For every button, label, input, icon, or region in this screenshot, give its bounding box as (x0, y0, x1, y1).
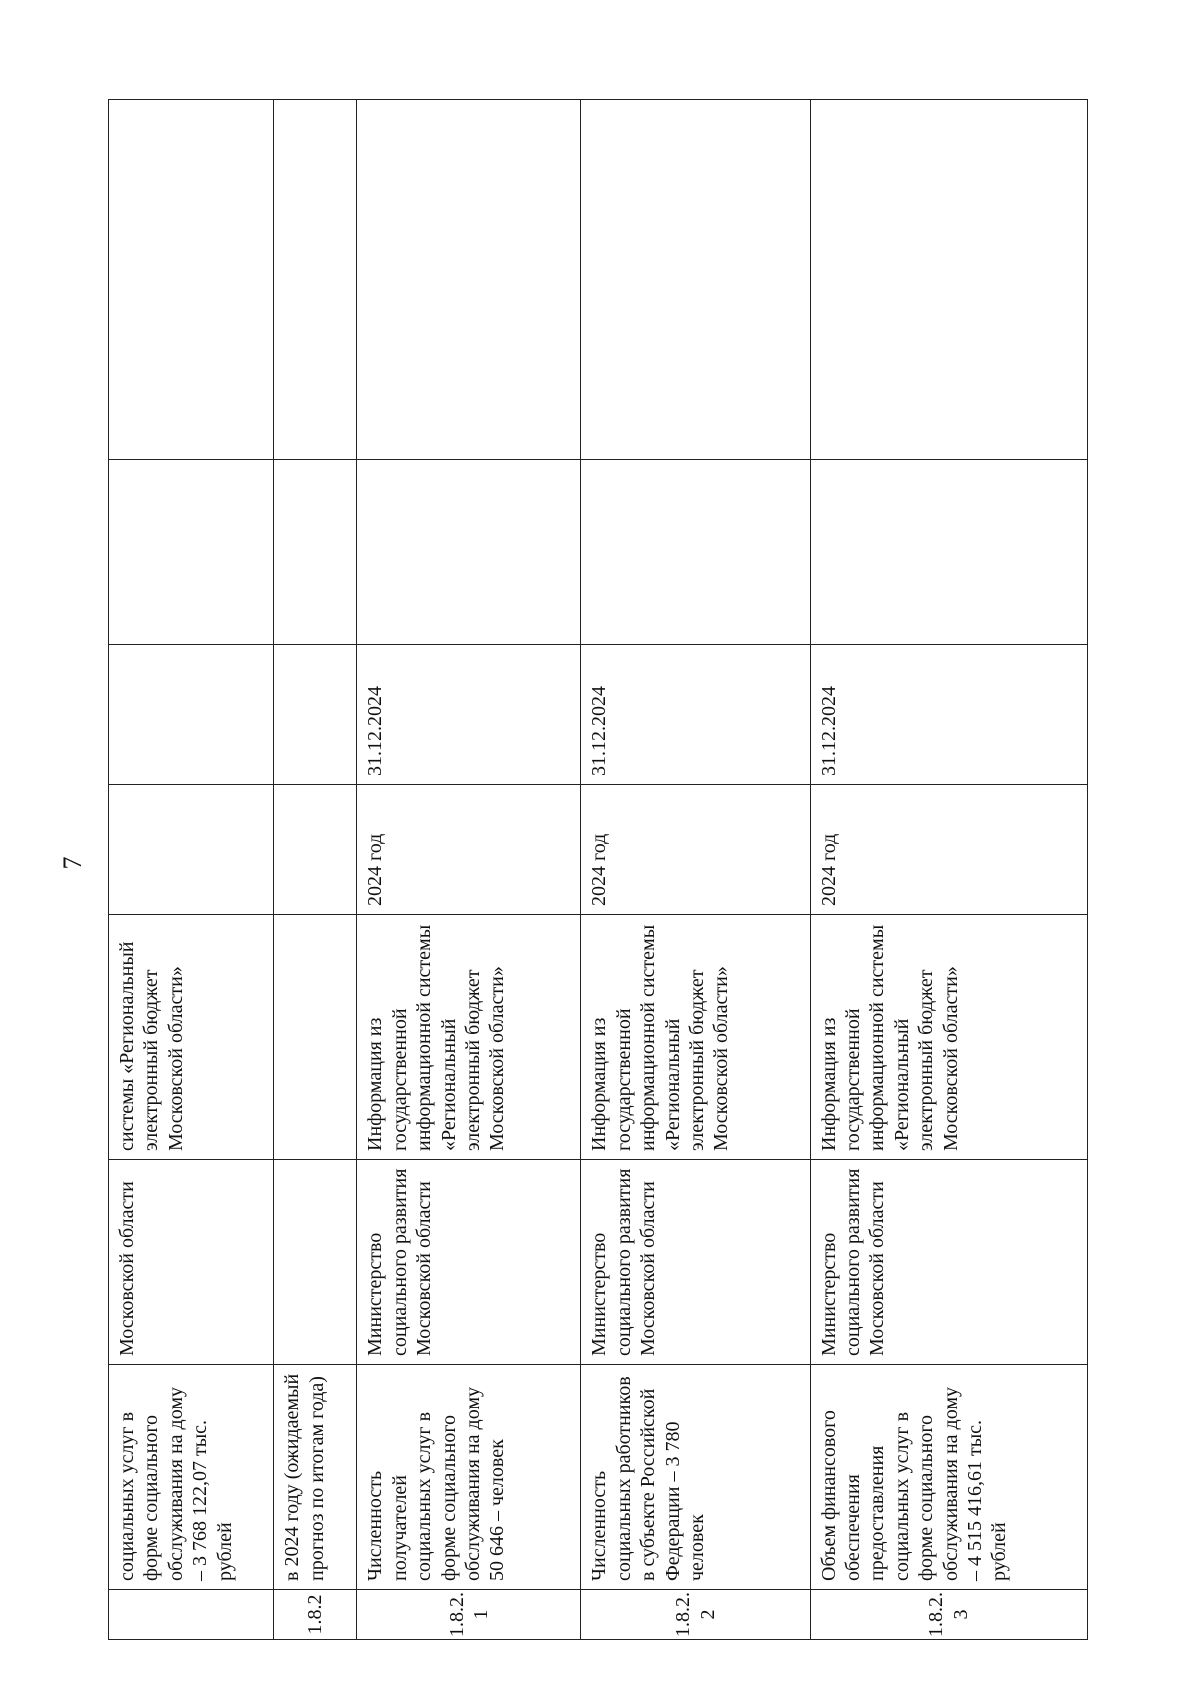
row-col8 (357, 100, 581, 460)
row-responsible: Министерство социального развития Московской области (581, 1160, 810, 1365)
row-col8 (274, 100, 357, 460)
table-row (581, 100, 810, 1640)
row-period (274, 785, 357, 915)
row-period: 2024 год (357, 785, 581, 915)
table-row (357, 100, 581, 1640)
row-responsible: Министерство социального развития Московской области (810, 1160, 1087, 1365)
row-period (109, 785, 274, 915)
row-period: 2024 год (810, 785, 1087, 915)
row-source: системы «Региональный электронный бюджет Московской области» (109, 915, 274, 1160)
row-col7 (109, 460, 274, 645)
row-responsible (274, 1160, 357, 1365)
table-row (274, 100, 357, 1640)
row-date (274, 645, 357, 785)
row-description: Численность социальных работников в субъекте Российской Федерации – 3 780 человек (581, 1365, 810, 1590)
row-col7 (274, 460, 357, 645)
row-number (109, 1590, 274, 1640)
row-col8 (810, 100, 1087, 460)
row-col7 (357, 460, 581, 645)
row-description: в 2024 году (ожидаемый прогноз по итогам года) (274, 1365, 357, 1590)
table-row (810, 100, 1087, 1640)
row-source: Информация из государственной информационной системы «Региональный электронный бюджет Московской области» (357, 915, 581, 1160)
document-table (108, 99, 1088, 1640)
row-source (274, 915, 357, 1160)
row-responsible: Московской области (109, 1160, 274, 1365)
row-number: 1.8.2.2 (581, 1590, 810, 1640)
row-responsible: Министерство социального развития Московской области (357, 1160, 581, 1365)
row-date (109, 645, 274, 785)
row-source: Информация из государственной информационной системы «Региональный электронный бюджет Московской области» (810, 915, 1087, 1160)
row-col8 (581, 100, 810, 460)
table-row (109, 100, 274, 1640)
row-col8 (109, 100, 274, 460)
row-date: 31.12.2024 (581, 645, 810, 785)
row-period: 2024 год (581, 785, 810, 915)
rotated-table-wrapper (108, 100, 1088, 1640)
page-number: 7 (58, 856, 87, 870)
row-number: 1.8.2.3 (810, 1590, 1087, 1640)
row-number: 1.8.2.1 (357, 1590, 581, 1640)
row-date: 31.12.2024 (357, 645, 581, 785)
row-col7 (581, 460, 810, 645)
row-date: 31.12.2024 (810, 645, 1087, 785)
row-source: Информация из государственной информационной системы «Региональный электронный бюджет Московской области» (581, 915, 810, 1160)
row-number: 1.8.2 (274, 1590, 357, 1640)
row-description: социальных услуг в форме социального обслуживания на дому – 3 768 122,07 тыс. рублей (109, 1365, 274, 1590)
row-description: Численность получателей социальных услуг в форме социального обслуживания на дому 50 646 – человек (357, 1365, 581, 1590)
row-col7 (810, 460, 1087, 645)
row-description: Объем финансового обеспечения предоставления социальных услуг в форме социального обслуживания на дому – 4 515 416,61 тыс. рублей (810, 1365, 1087, 1590)
